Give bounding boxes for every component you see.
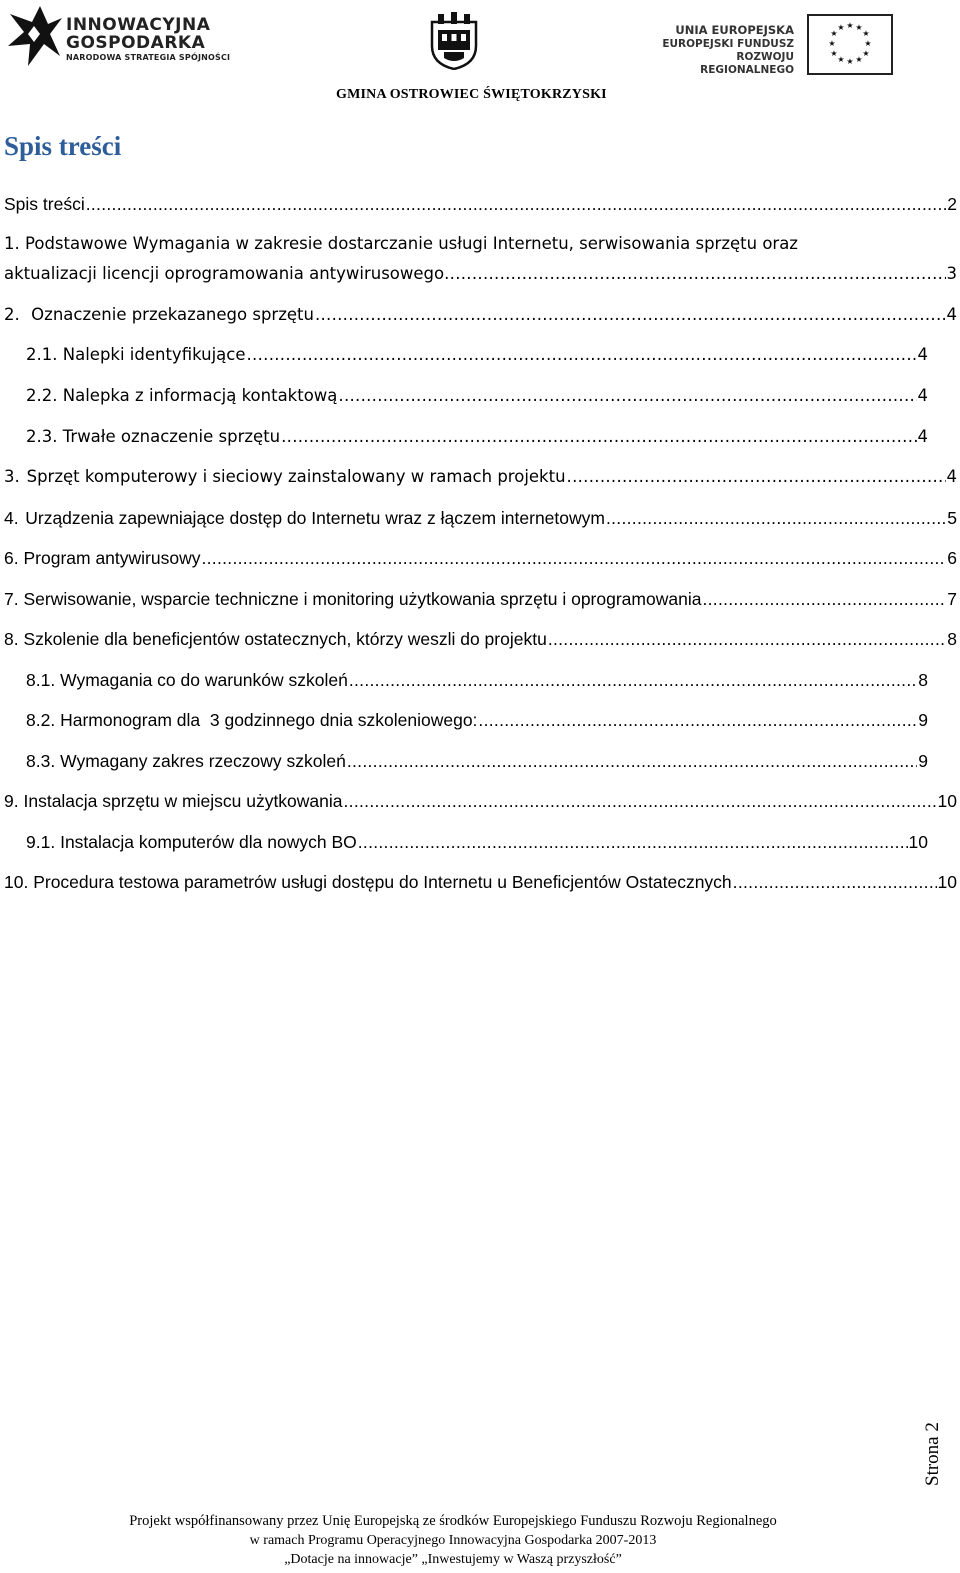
toc-leader-dots: [478, 707, 917, 733]
svg-text:★: ★: [837, 23, 845, 32]
toc-entry[interactable]: [4, 788, 957, 814]
toc-entry[interactable]: [4, 231, 798, 257]
toc-entry[interactable]: [26, 667, 928, 693]
toc-entry-label: Spis treści: [4, 194, 85, 214]
toc-entry-page: 8: [918, 670, 928, 690]
footer-line-2: w ramach Programu Operacyjnego Innowacyjna Gospodarka 2007-2013: [249, 1533, 657, 1548]
toc-entry[interactable]: [26, 342, 928, 368]
toc-entry[interactable]: [4, 626, 957, 652]
toc-entry-page: 3: [946, 264, 957, 283]
toc-entry[interactable]: [4, 505, 957, 531]
toc-entry-label: Instalacja sprzętu w miejscu użytkowania: [23, 791, 343, 811]
toc-entry-number: 2.: [4, 305, 20, 324]
svg-text:★: ★: [855, 55, 863, 64]
toc-entry-label: Podstawowe Wymagania w zakresie dostarczanie usługi Internetu, serwisowania sprzętu oraz: [25, 234, 798, 253]
toc-leader-dots: [338, 383, 916, 409]
footer-line-1: Projekt współfinansowany przez Unię Europejską ze środków Europejskiego Funduszu Rozwoju Regionalnego: [129, 1513, 777, 1529]
toc-entry-label: Trwałe oznaczenie sprzętu: [62, 427, 281, 446]
toc-entry-label: Nalepki identyfikujące: [62, 345, 246, 364]
toc-entry-label: Szkolenie dla beneficjentów ostatecznych, którzy weszli do projektu: [23, 629, 547, 649]
toc-entry[interactable]: [4, 545, 957, 571]
toc-entry-page: 8: [947, 629, 957, 649]
toc-leader-dots: [606, 505, 946, 531]
toc-entry-page: 5: [947, 508, 957, 528]
toc-entry-number: 1.: [4, 234, 20, 253]
innowacyjna-gospodarka-logo: [4, 4, 234, 68]
toc-entry-page: 4: [946, 467, 957, 486]
toc-entry-number: 8.: [4, 629, 19, 649]
toc-entry-number: 2.2.: [26, 386, 58, 405]
toc-leader-dots: [247, 342, 917, 368]
toc-entry-number: 3.: [4, 467, 20, 486]
toc-entry-number: 8.3.: [26, 751, 56, 771]
toc-entry-page: 9: [918, 751, 928, 771]
toc-leader-dots: [347, 748, 917, 774]
toc-entry-page: 6: [947, 548, 957, 568]
toc-entry-page: 7: [947, 589, 957, 609]
toc-entry[interactable]: [4, 191, 957, 217]
toc-entry[interactable]: [4, 302, 957, 328]
toc-entry[interactable]: [26, 424, 928, 450]
toc-entry-label: Harmonogram dla 3 godzinnego dnia szkoleniowego:: [60, 710, 478, 730]
eu-line-3: ROZWOJU REGIONALNEGO: [700, 51, 794, 76]
toc-entry-number: 9.1.: [26, 832, 56, 852]
toc-entry-label: Nalepka z informacją kontaktową: [62, 386, 338, 405]
toc-entry[interactable]: [26, 748, 928, 774]
toc-entry-number: 9.: [4, 791, 19, 811]
toc-entry-continuation[interactable]: [4, 261, 957, 287]
toc-entry-page: 4: [917, 345, 928, 364]
toc-entry-label: Sprzęt komputerowy i sieciowy zainstalowany w ramach projektu: [26, 467, 566, 486]
toc-leader-dots: [281, 424, 916, 450]
logo-line-3: NARODOWA STRATEGIA SPÓJNOŚCI: [66, 53, 231, 62]
toc-leader-dots: [86, 191, 947, 217]
toc-entry-label: Serwisowanie, wsparcie techniczne i monitoring użytkowania sprzętu i oprogramowania: [23, 589, 702, 609]
toc-entry-number: 2.3.: [26, 427, 58, 446]
toc-entry-label: Instalacja komputerów dla nowych BO: [60, 832, 357, 852]
toc-entry[interactable]: [4, 869, 957, 895]
eu-line-2: EUROPEJSKI FUNDUSZ: [662, 38, 794, 50]
toc-entry-label: Program antywirusowy: [23, 548, 201, 568]
toc-entry-page: 4: [917, 427, 928, 446]
logo-line-2: GOSPODARKA: [66, 33, 206, 53]
toc-entry-label: Oznaczenie przekazanego sprzętu: [31, 305, 314, 324]
eu-line-1: UNIA EUROPEJSKA: [675, 23, 794, 37]
toc-leader-dots: [444, 261, 945, 287]
toc-leader-dots: [567, 464, 946, 490]
eu-flag-icon: [807, 14, 893, 75]
toc-leader-dots: [702, 586, 946, 612]
footer-line-3: „Dotacje na innowacje” „Inwestujemy w Waszą przyszłość”: [284, 1552, 622, 1567]
svg-text:★: ★: [830, 49, 838, 58]
toc-entry[interactable]: [4, 464, 957, 490]
svg-text:★: ★: [830, 29, 838, 38]
toc-entry[interactable]: [26, 829, 928, 855]
toc-leader-dots: [358, 829, 908, 855]
toc-entry[interactable]: [26, 707, 928, 733]
toc-entry[interactable]: [26, 383, 928, 409]
toc-leader-dots: [548, 626, 946, 652]
page-number-label: Strona 2: [922, 1422, 943, 1486]
toc-entry-page: 4: [917, 386, 928, 405]
toc-entry-page: 10: [937, 872, 957, 892]
toc-leader-dots: [344, 788, 937, 814]
toc-entry-label: Procedura testowa parametrów usługi dostępu do Internetu u Beneficjentów Ostatecznych: [33, 872, 732, 892]
toc-entry-number: 8.2.: [26, 710, 56, 730]
toc-entry-page: 10: [908, 832, 928, 852]
svg-text:★: ★: [828, 39, 836, 48]
toc-entry-label: Wymagania co do warunków szkoleń: [60, 670, 348, 690]
toc-entry-page: 4: [946, 305, 957, 324]
svg-text:★: ★: [862, 49, 870, 58]
toc-entry-number: 6.: [4, 548, 19, 568]
gmina-name: GMINA OSTROWIEC ŚWIĘTOKRZYSKI: [336, 87, 607, 102]
toc-entry-label: Urządzenia zapewniające dostęp do Internetu wraz z łączem internetowym: [25, 508, 605, 528]
logo-line-1: INNOWACYJNA: [66, 15, 211, 35]
footer: [0, 1512, 906, 1569]
svg-text:★: ★: [862, 29, 870, 38]
toc-entry[interactable]: [4, 586, 957, 612]
star-figure-icon: [4, 4, 64, 68]
page-number: [904, 1420, 960, 1486]
svg-text:★: ★: [864, 39, 872, 48]
toc-leader-dots: [349, 667, 917, 693]
toc-entry-number: 2.1.: [26, 345, 58, 364]
svg-text:★: ★: [837, 55, 845, 64]
toc-entry-number: 7.: [4, 589, 19, 609]
toc-leader-dots: [315, 302, 946, 328]
toc-leader-dots: [733, 869, 937, 895]
toc-leader-dots: [201, 545, 946, 571]
svg-text:★: ★: [846, 21, 854, 30]
toc-entry-page: 10: [937, 791, 957, 811]
toc-entry-label-continued: aktualizacji licencji oprogramowania antywirusowego: [4, 264, 445, 283]
toc-entry-number: 10.: [4, 872, 29, 892]
toc-entry-number: 4.: [4, 508, 19, 528]
svg-text:★: ★: [846, 57, 854, 66]
toc-entry-page: 2: [947, 194, 957, 214]
toc-entry-label: Wymagany zakres rzeczowy szkoleń: [60, 751, 346, 771]
svg-text:★: ★: [855, 23, 863, 32]
toc-entry-number: 8.1.: [26, 670, 56, 690]
unia-europejska-logo: [656, 14, 896, 76]
toc-title: Spis treści: [4, 131, 122, 161]
toc-entry-page: 9: [918, 710, 928, 730]
gmina-crest-icon: [430, 12, 478, 70]
